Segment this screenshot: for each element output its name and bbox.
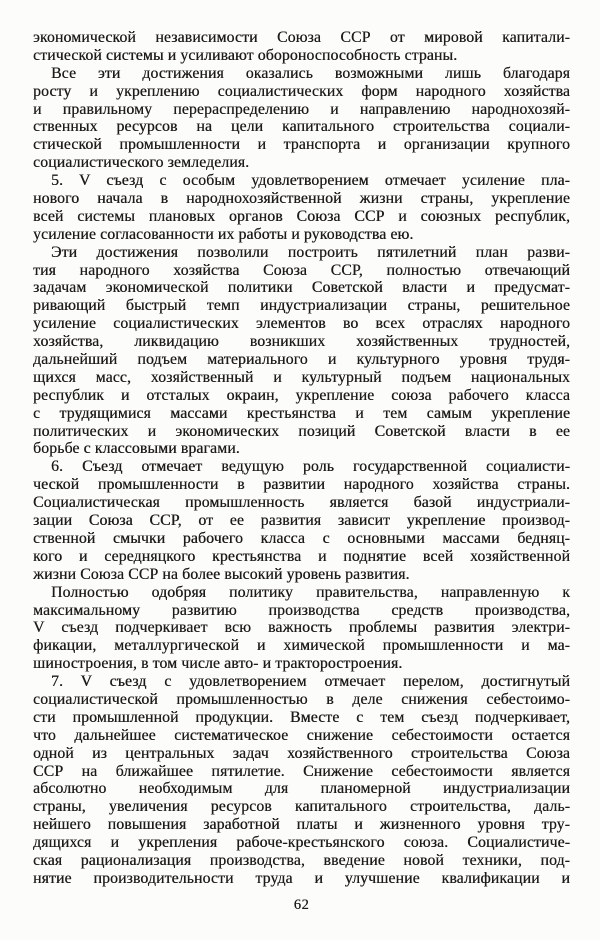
- text-line: ственной смычки рабочего класса с основными массами бедняц-: [33, 529, 570, 547]
- text-line: стической системы и усиливают обороноспособность страны.: [33, 46, 458, 64]
- text-line: 6. Съезд отмечает ведущую роль государственной социалисти-: [51, 458, 570, 476]
- text-line: тия народного хозяйства Союза ССР, полностью отвечающий: [33, 261, 570, 279]
- text-line: 7. V съезд с удовлетворением отмечает перелом, достигнутый: [51, 673, 570, 691]
- text-line: Социалистическая промышленность является базой индустриали-: [33, 494, 570, 512]
- text-line: нятие производительности труда и улучшение квалификации и: [33, 869, 570, 887]
- text-line: жизни Союза ССР на более высокий уровень развития.: [33, 565, 410, 583]
- text-line: социалистического земледелия.: [33, 154, 250, 172]
- text-line: усиление согласованности их работы и руководства ею.: [33, 225, 414, 243]
- text-line: 5. V съезд с особым удовлетворением отмечает усиление пла-: [51, 172, 570, 190]
- text-line: ривающий быстрый темп индустриализации страны, решительное: [33, 297, 570, 315]
- text-line: что дальнейшее систематическое снижение себестоимости остается: [33, 726, 570, 744]
- text-block: [33, 29, 570, 888]
- text-line: ССР на ближайшее пятилетие. Снижение себестоимости является: [33, 762, 570, 780]
- text-line: Эти достижения позволили построить пятилетний план разви-: [51, 243, 570, 261]
- text-line: росту и укреплению социалистических форм народного хозяйства: [33, 82, 570, 100]
- text-line: нейшего повышения заработной платы и жизненного уровня тру-: [33, 816, 570, 834]
- text-line: всей системы плановых органов Союза ССР и союзных республик,: [33, 207, 570, 225]
- text-line: абсолютно необходимым для планомерной индустриализации: [33, 780, 570, 798]
- text-line: усиление социалистических элементов во всех отраслях народного: [33, 315, 570, 333]
- text-line: максимальному развитию производства средств производства,: [33, 601, 570, 619]
- text-line: борьбе с классовыми врагами.: [33, 440, 240, 458]
- text-line: и правильному перераспределению и направлению народнохозяй-: [33, 100, 570, 118]
- text-line: Все эти достижения оказались возможными лишь благодаря: [51, 64, 570, 82]
- text-line: сти промышленной продукции. Вместе с тем съезд подчеркивает,: [33, 708, 570, 726]
- text-line: фикации, металлургической и химической промышленности и ма-: [33, 637, 570, 655]
- text-line: ственных ресурсов на цели капитального строительства социали-: [33, 118, 570, 136]
- text-line: стической промышленности и транспорта и организации крупного: [33, 136, 570, 154]
- text-line: ская рационализация производства, введение новой техники, под-: [33, 851, 570, 869]
- text-line: щихся масс, хозяйственный и культурный подъем национальных: [33, 368, 570, 386]
- text-line: хозяйства, ликвидацию возникших хозяйственных трудностей,: [33, 333, 570, 351]
- text-line: страны, увеличения ресурсов капитального строительства, даль-: [33, 798, 570, 816]
- text-line: Полностью одобряя политику правительства, направленную к: [51, 583, 570, 601]
- text-line: дящихся и укрепления рабоче-крестьянского союза. Социалистиче-: [33, 834, 570, 852]
- text-line: одной из центральных задач хозяйственного строительства Союза: [33, 744, 570, 762]
- text-line: ческой промышленности в развитии народного хозяйства страны.: [33, 476, 570, 494]
- text-line: республик и отсталых окраин, укрепление союза рабочего класса: [33, 386, 570, 404]
- text-line: политических и экономических позиций Советской власти в ее: [33, 422, 570, 440]
- text-line: зации Союза ССР, от ее развития зависит укрепление производ-: [33, 512, 570, 530]
- page-number: 62: [293, 896, 310, 913]
- text-line: дальнейший подъем материального и культурного уровня трудя-: [33, 351, 570, 369]
- text-line: V съезд подчеркивает всю важность проблемы развития электри-: [33, 619, 570, 637]
- text-line: задачам экономической политики Советской власти и предусмат-: [33, 279, 570, 297]
- text-line: с трудящимися массами крестьянства и тем самым укрепление: [33, 404, 570, 422]
- text-line: нового начала в народнохозяйственной жизни страны, укрепление: [33, 190, 570, 208]
- text-line: кого и середняцкого крестьянства и поднятие всей хозяйственной: [33, 547, 570, 565]
- text-line: экономической независимости Союза ССР от мировой капитали-: [33, 29, 570, 46]
- text-line: социалистической промышленностью в деле снижения себестоимо-: [33, 690, 570, 708]
- text-line: шиностроения, в том числе авто- и тракторостроения.: [33, 655, 403, 673]
